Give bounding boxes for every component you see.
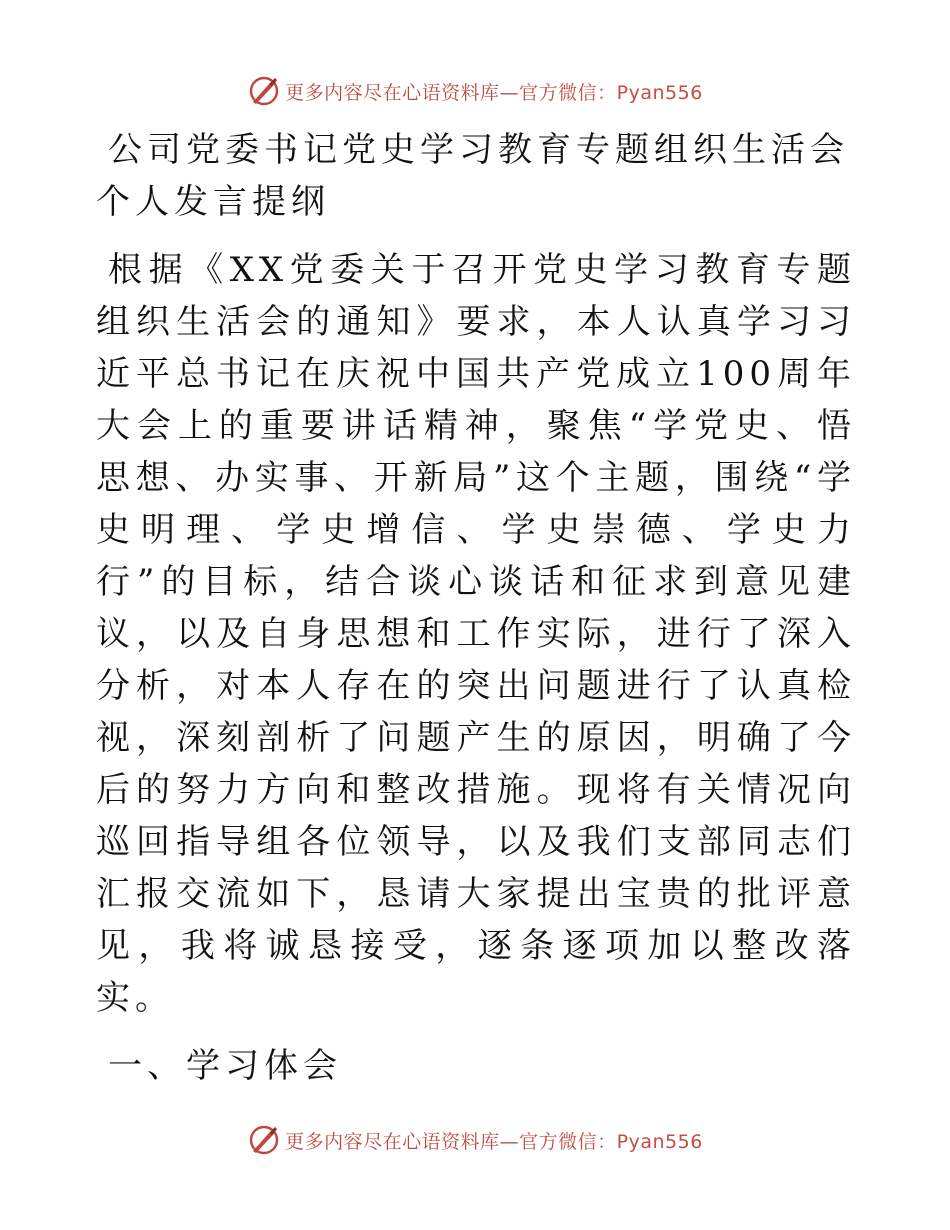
document-body (96, 124, 856, 1092)
watermark-slogan: 更多内容尽在心语资料库 (285, 81, 500, 104)
watermark-text (285, 78, 703, 105)
quill-pen-circle-icon (247, 74, 281, 108)
section-heading: 一、学习体会 (108, 1046, 342, 1086)
watermark-separator: — (499, 81, 520, 104)
document-title: 公司党委书记党史学习教育专题组织生活会个人发言提纲 (96, 130, 849, 222)
watermark-separator: — (499, 1130, 520, 1153)
footer-watermark (0, 1120, 950, 1160)
watermark-slogan: 更多内容尽在心语资料库 (285, 1130, 500, 1153)
watermark-text (285, 1127, 703, 1154)
watermark-contact: 官方微信：Pyan556 (519, 81, 703, 104)
quill-pen-circle-icon (247, 1123, 281, 1157)
watermark-contact: 官方微信：Pyan556 (519, 1130, 703, 1153)
header-watermark (0, 71, 950, 111)
body-paragraph: 根据《XX党委关于召开党史学习教育专题组织生活会的通知》要求，本人认真学习习近平总书记在庆祝中国共产党成立100周年大会上的重要讲话精神，聚焦“学党史、悟思想、办实事、开新局”这个主题，围绕“学史明理、学史增信、学史崇德、学史力行”的目标，结合谈心谈话和征求到意见建议，以及自身思想和工作实际，进行了深入分析，对本人存在的突出问题进行了认真检视，深刻剖析了问题产生的原因，明确了今后的努力方向和整改措施。现将有关情况向巡回指导组各位领导，以及我们支部同志们汇报交流如下，恳请大家提出宝贵的批评意见，我将诚恳接受，逐条逐项加以整改落实。 (96, 250, 856, 1018)
